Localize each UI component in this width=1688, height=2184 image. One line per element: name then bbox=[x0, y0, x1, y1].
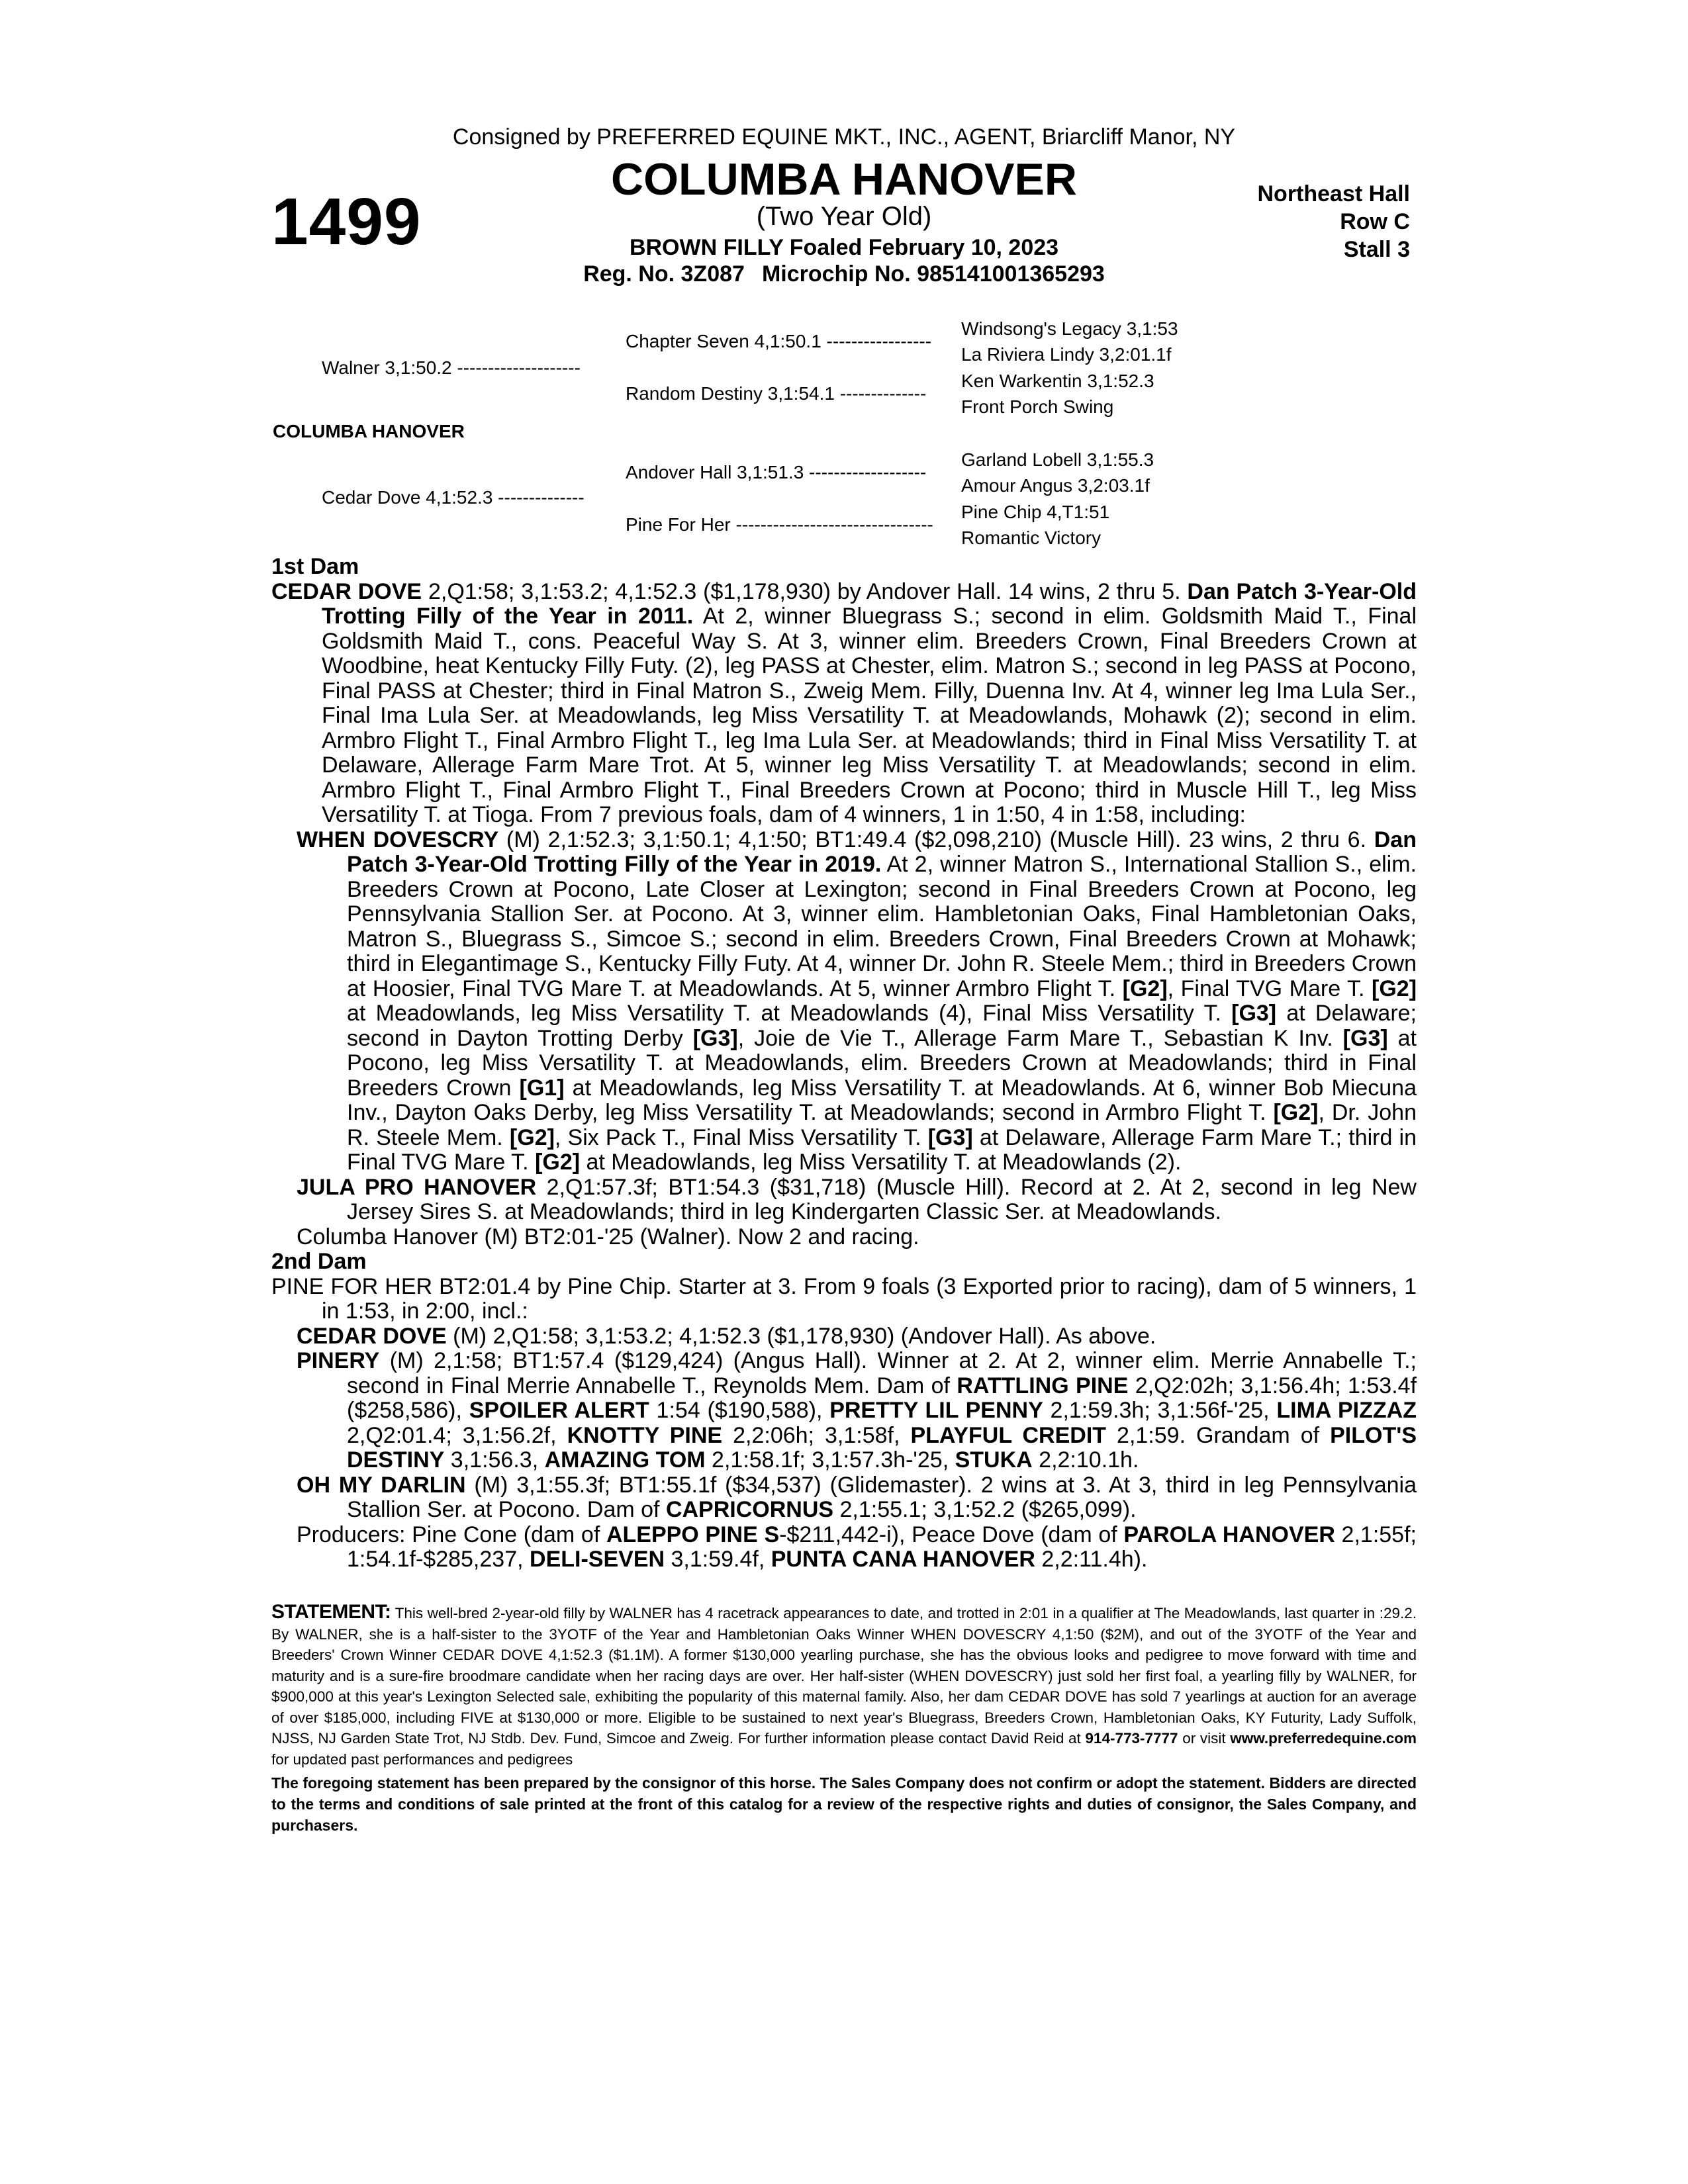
pedigree-dam-sire: Andover Hall 3,1:51.3 ------------------- bbox=[626, 462, 927, 482]
grade-badge: [G2] bbox=[1372, 976, 1417, 1001]
pedigree-subject: COLUMBA HANOVER bbox=[273, 421, 465, 441]
produce-name: ALEPPO PINE S bbox=[606, 1522, 780, 1547]
produce-name: STUKA bbox=[955, 1447, 1033, 1473]
reg-number: Reg. No. 3Z087 bbox=[583, 261, 745, 287]
producers-text: -$211,442-i), Peace Dove (dam of bbox=[779, 1522, 1124, 1547]
first-dam-award: Dan Patch 3-Year-Old Trotting Filly of the Year in 2011. bbox=[322, 578, 1417, 629]
grade-badge: [G3] bbox=[1342, 1025, 1388, 1051]
foal-text: 2,1:58.1f; 3,1:57.3h-'25, bbox=[705, 1447, 955, 1473]
produce-name: SPOILER ALERT bbox=[469, 1398, 649, 1423]
pedigree-dam-dam: Pine For Her -------------------------------- bbox=[626, 514, 933, 535]
first-dam-heading: 1st Dam bbox=[271, 554, 359, 579]
produce-name: RATTLING PINE bbox=[957, 1373, 1129, 1398]
foal-when-dovescry bbox=[297, 828, 1417, 1175]
producers-line bbox=[297, 1523, 1417, 1572]
first-dam-name: CEDAR DOVE bbox=[271, 578, 422, 604]
foal-name: WHEN DOVESCRY bbox=[297, 827, 499, 852]
foal-text: 2,Q2:01.4; 3,1:56.2f, bbox=[347, 1422, 567, 1448]
horse-age: (Two Year Old) bbox=[756, 202, 932, 231]
foal-jula-pro-hanover bbox=[297, 1175, 1417, 1225]
foal-text: at Meadowlands, leg Miss Versatility T. at Meadowlands (2). bbox=[580, 1150, 1182, 1175]
foal-text: 2,Q2:02h; 3,1:56.4h; 1:53.4f ($258,586), bbox=[347, 1373, 1417, 1423]
pedigree-dd-dam: Romantic Victory bbox=[961, 527, 1102, 548]
foal-text: at Pocono, leg Miss Versatility T. at Meadowlands, elim. Breeders Crown at Meadowlands; third in Final Breeders Crown bbox=[347, 1025, 1417, 1101]
producers-text: 2,2:11.4h). bbox=[1035, 1547, 1148, 1572]
producers-text: Producers: Pine Cone (dam of bbox=[297, 1522, 606, 1547]
foal-name: OH MY DARLIN bbox=[297, 1472, 466, 1498]
pedigree-sire-dam: Random Destiny 3,1:54.1 -------------- bbox=[626, 383, 927, 404]
foal-text: 2,1:55.1; 3,1:52.2 ($265,099). bbox=[833, 1497, 1137, 1522]
grade-badge: [G1] bbox=[519, 1075, 565, 1101]
produce-name: PLAYFUL CREDIT bbox=[910, 1422, 1107, 1448]
foal-text: 2,1:59. Grandam of bbox=[1106, 1422, 1331, 1448]
registration-line bbox=[0, 261, 1688, 287]
foal-text: at Meadowlands, leg Miss Versatility T. at Meadowlands. At 6, winner Bob Miecuna Inv., Dayton Oaks Derby, leg Miss Versatility T. at Meadowlands; second in Armbro Flight T. bbox=[347, 1075, 1417, 1125]
foal-text: (M) 2,1:52.3; 3,1:50.1; 4,1:50; BT1:49.4 ($2,098,210) (Muscle Hill). 23 wins, 2 thru 6. bbox=[498, 827, 1374, 852]
pedigree-ss-dam: La Riviera Lindy 3,2:01.1f bbox=[961, 344, 1172, 365]
foal-name: PINERY bbox=[297, 1348, 380, 1373]
catalog-body bbox=[271, 555, 1417, 1572]
produce-name: PRETTY LIL PENNY bbox=[829, 1398, 1043, 1423]
grade-badge: [G3] bbox=[927, 1124, 973, 1150]
foal-name: CEDAR DOVE bbox=[297, 1323, 447, 1349]
foal-text: at Delaware; second in Dayton Trotting Derby bbox=[347, 1001, 1417, 1051]
foal-award: Dan Patch 3-Year-Old Trotting Filly of the Year in 2019. bbox=[347, 827, 1417, 877]
pedigree-sire: Walner 3,1:50.2 -------------------- bbox=[322, 357, 581, 378]
first-dam-history: At 2, winner Bluegrass S.; second in elim. Goldsmith Maid T., Final Goldsmith Maid T., cons. Peaceful Way S. At 3, winner elim. Breeders Crown, Final Breeders Crown at Woodbine, heat Kentucky Filly Futy. (2), leg PASS at Chester, elim. Matron S.; second in leg PASS at Pocono, Final PASS at Chester; third in Final Matron S., Zweig Mem. Filly, Duenna Inv. At 4, winner leg Ima Lula Ser., Final Ima Lula Ser. at Meadowlands, leg Miss Versatility T. at Meadowlands, Mohawk (2); second in elim. Armbro Flight T., Final Armbro Flight T., leg Ima Lula Ser. at Meadowlands; third in Final Miss Versatility T. at Delaware, Allerage Farm Mare Trot. At 5, winner leg Miss Versatility T. at Meadowlands; second in elim. Armbro Flight T., Final Armbro Flight T., Final Breeders Crown at Pocono; third in Muscle Hill T., leg Miss Versatility T. at Tioga. From 7 previous foals, dam of 4 winners, 1 in 1:50, 4 in 1:58, including: bbox=[322, 604, 1417, 827]
grade-badge: [G3] bbox=[1231, 1001, 1277, 1026]
pedigree-sire-sire: Chapter Seven 4,1:50.1 ----------------- bbox=[626, 331, 932, 351]
foal-name: JULA PRO HANOVER bbox=[297, 1174, 537, 1200]
foal-text: 2,1:59.3h; 3,1:56f-'25, bbox=[1043, 1398, 1277, 1423]
second-dam-heading: 2nd Dam bbox=[271, 1249, 367, 1274]
grade-badge: [G3] bbox=[692, 1025, 738, 1051]
statement-label: STATEMENT: bbox=[271, 1601, 391, 1623]
grade-badge: [G2] bbox=[1122, 976, 1168, 1001]
foal-text: 2,2:10.1h. bbox=[1032, 1447, 1139, 1473]
stall: Stall 3 bbox=[1343, 237, 1410, 262]
foal-oh-my-darlin bbox=[297, 1473, 1417, 1523]
foal-text: , Dr. John R. Steele Mem. bbox=[347, 1100, 1417, 1150]
hall: Northeast Hall bbox=[1257, 181, 1410, 206]
sales-disclaimer: The foregoing statement has been prepared by the consignor of this horse. The Sales Company does not confirm or adopt the statement. Bidders are directed to the terms and conditions of sale printed at the front of this catalog for a review of the respective rights and duties of consignor, the Sales Company, and purchasers. bbox=[271, 1774, 1417, 1834]
statement-text: or visit bbox=[1178, 1730, 1231, 1747]
consignor-statement bbox=[271, 1602, 1417, 1770]
horse-name: COLUMBA HANOVER bbox=[611, 154, 1077, 205]
produce-name: KNOTTY PINE bbox=[567, 1422, 723, 1448]
foal-columba-hanover: Columba Hanover (M) BT2:01-'25 (Walner). Now 2 and racing. bbox=[297, 1224, 919, 1250]
producers-text: 2,1:55f; 1:54.1f-$285,237, bbox=[347, 1522, 1417, 1572]
foal-text: , Six Pack T., Final Miss Versatility T. bbox=[554, 1124, 928, 1150]
produce-name: PAROLA HANOVER bbox=[1123, 1522, 1335, 1547]
foal-text: 3,1:56.3, bbox=[444, 1447, 545, 1473]
consignor-line: Consigned by PREFERRED EQUINE MKT., INC., AGENT, Briarcliff Manor, NY bbox=[452, 124, 1236, 150]
hip-number: 1499 bbox=[271, 185, 422, 259]
foal-text: 2,Q1:57.3f; BT1:54.3 ($31,718) (Muscle Hill). Record at 2. At 2, second in leg New Jersey Sires S. at Meadowlands; third in leg Kindergarten Classic Ser. at Meadowlands. bbox=[347, 1174, 1417, 1224]
statement-text: This well-bred 2-year-old filly by WALNER has 4 racetrack appearances to date, and trotted in 2:01 in a qualifier at The Meadowlands, last quarter in :29.2. By WALNER, she is a half-sister to the 3YOTF of the Year and Hambletonian Oaks Winner WHEN DOVESCRY 4,1:50 ($2M), and out of the 3YOTF of the Year and Breeders' Crown Winner CEDAR DOVE 4,1:52.3 ($1.1M). A former $130,000 yearling purchase, she has the obvious looks and pedigree to move forward with time and maturity and is a sure-fire broodmare candidate when her racing days are over. Her half-sister (WHEN DOVESCRY) just sold her first foal, a yearling filly by WALNER, for $900,000 at this year's Lexington Selected sale, exhibiting the popularity of this maternal family. Also, her dam CEDAR DOVE has sold 7 yearlings at auction for an average of over $185,000, including FIVE at $130,000 or more. Eligible to be sustained to next year's Bluegrass, Breeders Crown, Hambletonian Oaks, KY Futurity, Lady Suffolk, NJSS, NJ Garden State Trot, NJ Stdb. Dev. Fund, Simcoe and Zweig. For further information please contact David Reid at bbox=[271, 1605, 1417, 1747]
producers-text: 3,1:59.4f, bbox=[665, 1547, 771, 1572]
contact-phone: 914-773-7777 bbox=[1085, 1730, 1178, 1747]
grade-badge: [G2] bbox=[1273, 1100, 1319, 1125]
foal-text: (M) 2,1:58; BT1:57.4 ($129,424) (Angus Hall). Winner at 2. At 2, winner elim. Merrie Annabelle T.; second in Final Merrie Annabelle T., Reynolds Mem. Dam of bbox=[347, 1348, 1417, 1398]
foal-text: , Final TVG Mare T. bbox=[1167, 976, 1372, 1001]
foal-text: At 2, winner Matron S., International Stallion S., elim. Breeders Crown at Pocono, Late Closer at Lexington; second in Final Breeders Crown at Pocono, leg Pennsylvania Stallion Ser. at Pocono. At 3, winner elim. Hambletonian Oaks, Final Hambletonian Oaks, Matron S., Bluegrass S., Simcoe S.; second in elim. Breeders Crown, Final Breeders Crown at Mohawk; third in Elegantimage S., Kentucky Filly Futy. At 4, winner Dr. John R. Steele Mem.; third in Breeders Crown at Hoosier, Final TVG Mare T. at Meadowlands. At 5, winner Armbro Flight T. bbox=[347, 852, 1417, 1001]
foal-pinery bbox=[297, 1349, 1417, 1473]
grade-badge: [G2] bbox=[509, 1124, 555, 1150]
pedigree-dd-sire: Pine Chip 4,T1:51 bbox=[961, 502, 1110, 522]
microchip-number: Microchip No. 985141001365293 bbox=[761, 261, 1105, 287]
produce-name: PUNTA CANA HANOVER bbox=[771, 1547, 1035, 1572]
foal-text: 2,2:06h; 3,1:58f, bbox=[722, 1422, 911, 1448]
pedigree-sd-dam: Front Porch Swing bbox=[961, 396, 1114, 417]
pedigree-ds-dam: Amour Angus 3,2:03.1f bbox=[961, 475, 1150, 496]
foal-text: at Meadowlands, leg Miss Versatility T. at Meadowlands (4), Final Miss Versatility T. bbox=[347, 1001, 1232, 1026]
foal-text: (M) 3,1:55.3f; BT1:55.1f ($34,537) (Glidemaster). 2 wins at 3. At 3, third in leg Pennsylvania Stallion Ser. at Pocono. Dam of bbox=[347, 1472, 1417, 1522]
produce-name: LIMA PIZZAZ bbox=[1276, 1398, 1417, 1423]
produce-name: AMAZING TOM bbox=[544, 1447, 706, 1473]
foal-cedar-dove bbox=[297, 1324, 1417, 1349]
pedigree-sd-sire: Ken Warkentin 3,1:52.3 bbox=[961, 371, 1154, 391]
second-dam-intro: PINE FOR HER BT2:01.4 by Pine Chip. Starter at 3. From 9 foals (3 Exported prior to racing), dam of 5 winners, 1 in 1:53, in 2:00, incl.: bbox=[271, 1273, 1417, 1324]
foal-text: (M) 2,Q1:58; 3,1:53.2; 4,1:52.3 ($1,178,930) (Andover Hall). As above. bbox=[446, 1323, 1156, 1349]
stall-location bbox=[1258, 180, 1411, 263]
produce-name: CAPRICORNUS bbox=[665, 1497, 834, 1522]
foaled-line: BROWN FILLY Foaled February 10, 2023 bbox=[629, 235, 1059, 260]
pedigree-dam: Cedar Dove 4,1:52.3 -------------- bbox=[322, 487, 585, 508]
foal-text: at Delaware, Allerage Farm Mare T.; third in Final TVG Mare T. bbox=[347, 1124, 1417, 1175]
first-dam-paragraph bbox=[271, 580, 1417, 828]
pedigree-ss-sire: Windsong's Legacy 3,1:53 bbox=[961, 318, 1178, 339]
website-link[interactable]: www.preferredequine.com bbox=[1230, 1730, 1417, 1747]
pedigree-ds-sire: Garland Lobell 3,1:55.3 bbox=[961, 449, 1154, 470]
produce-name: DELI-SEVEN bbox=[530, 1547, 665, 1572]
first-dam-record: 2,Q1:58; 3,1:53.2; 4,1:52.3 ($1,178,930) by Andover Hall. 14 wins, 2 thru 5. bbox=[422, 578, 1188, 604]
statement-text: for updated past performances and pedigrees bbox=[271, 1751, 573, 1768]
foal-text: , Joie de Vie T., Allerage Farm Mare T., Sebastian K Inv. bbox=[737, 1025, 1343, 1051]
row: Row C bbox=[1340, 209, 1410, 234]
grade-badge: [G2] bbox=[535, 1150, 581, 1175]
foal-text: 1:54 ($190,588), bbox=[649, 1398, 830, 1423]
produce-name: PILOT'S DESTINY bbox=[347, 1422, 1417, 1473]
